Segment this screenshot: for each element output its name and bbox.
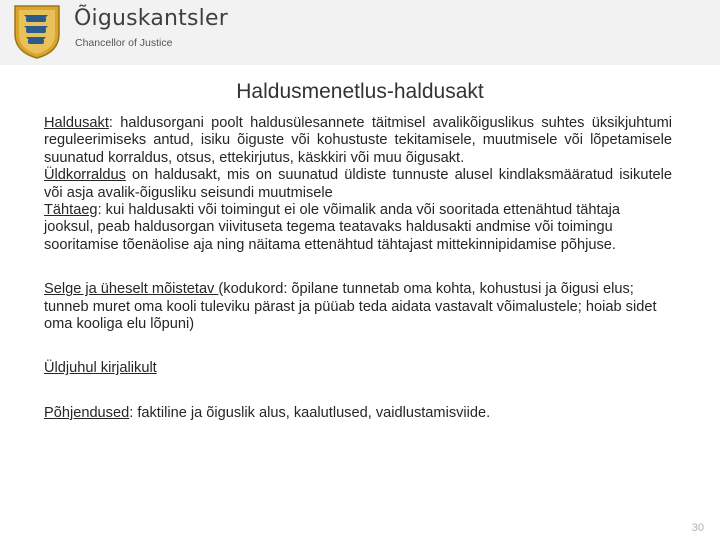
term-pohjendused: Põhjendused	[44, 404, 130, 421]
definition-tahtaeg	[44, 202, 672, 254]
definition-haldusakt	[44, 115, 672, 167]
brand-name: Õiguskantsler	[74, 6, 228, 31]
slide-body	[44, 115, 672, 422]
requirement-text: (kodukord: õpilane tunnetab oma kohta, kohustusi ja õigusi elus; tunneb muret oma kooli tuleviku pärast ja püüab teda aidata vastavalt võimalustele; hoiab sidet oma kooliga elu lõpuni)	[44, 281, 657, 333]
coat-of-arms-icon	[12, 4, 62, 60]
definition-uldkorraldus	[44, 167, 672, 202]
term-uldkorraldus: Üldkorraldus	[44, 167, 126, 184]
page-number: 30	[691, 522, 704, 534]
definition-text: on haldusakt, mis on suunatud üldiste tunnuste alusel kindlaksmääratud isikutele või asja avalik-õigusliku seisundi muutmisele	[44, 167, 672, 201]
spacer	[44, 333, 672, 360]
requirement-reasons	[44, 405, 672, 422]
spacer	[44, 378, 672, 405]
term-kirjalikult: Üldjuhul kirjalikult	[44, 360, 157, 377]
requirement-clarity	[44, 281, 672, 333]
definition-text: : haldusorgani poolt haldusülesannete täitmisel avalikõiguslikus suhtes üksikjuhtumi reguleerimiseks antud, isiku õiguste või kohustuste tekitamisele, muutmisele või lõpetamisele suunatud korraldus, otsus, ettekirjutus, käskkiri või muu õigusakt.	[44, 115, 672, 166]
term-haldusakt: Haldusakt	[44, 115, 109, 131]
requirement-written	[44, 360, 672, 377]
term-tahtaeg: Tähtaeg	[44, 202, 98, 219]
slide-title: Haldusmenetlus-haldusakt	[236, 80, 484, 103]
spacer	[44, 254, 672, 281]
header-band	[0, 0, 720, 65]
definition-text: : kui haldusakti või toimingut ei ole võimalik anda või sooritada ettenähtud tähtaja jooksul, peab haldusorgan viivituseta tegema teatavaks haldusakti andmise või toimingu sooritamise tõenäolise aja ning näitama ettenähtud tähtajast mittekinnipidamise põhjuse.	[44, 202, 621, 253]
term-selge: Selge ja üheselt mõistetav	[44, 281, 219, 298]
requirement-text: : faktiline ja õiguslik alus, kaalutlused, vaidlustamisviide.	[129, 404, 491, 421]
brand-subtitle: Chancellor of Justice	[75, 37, 173, 49]
